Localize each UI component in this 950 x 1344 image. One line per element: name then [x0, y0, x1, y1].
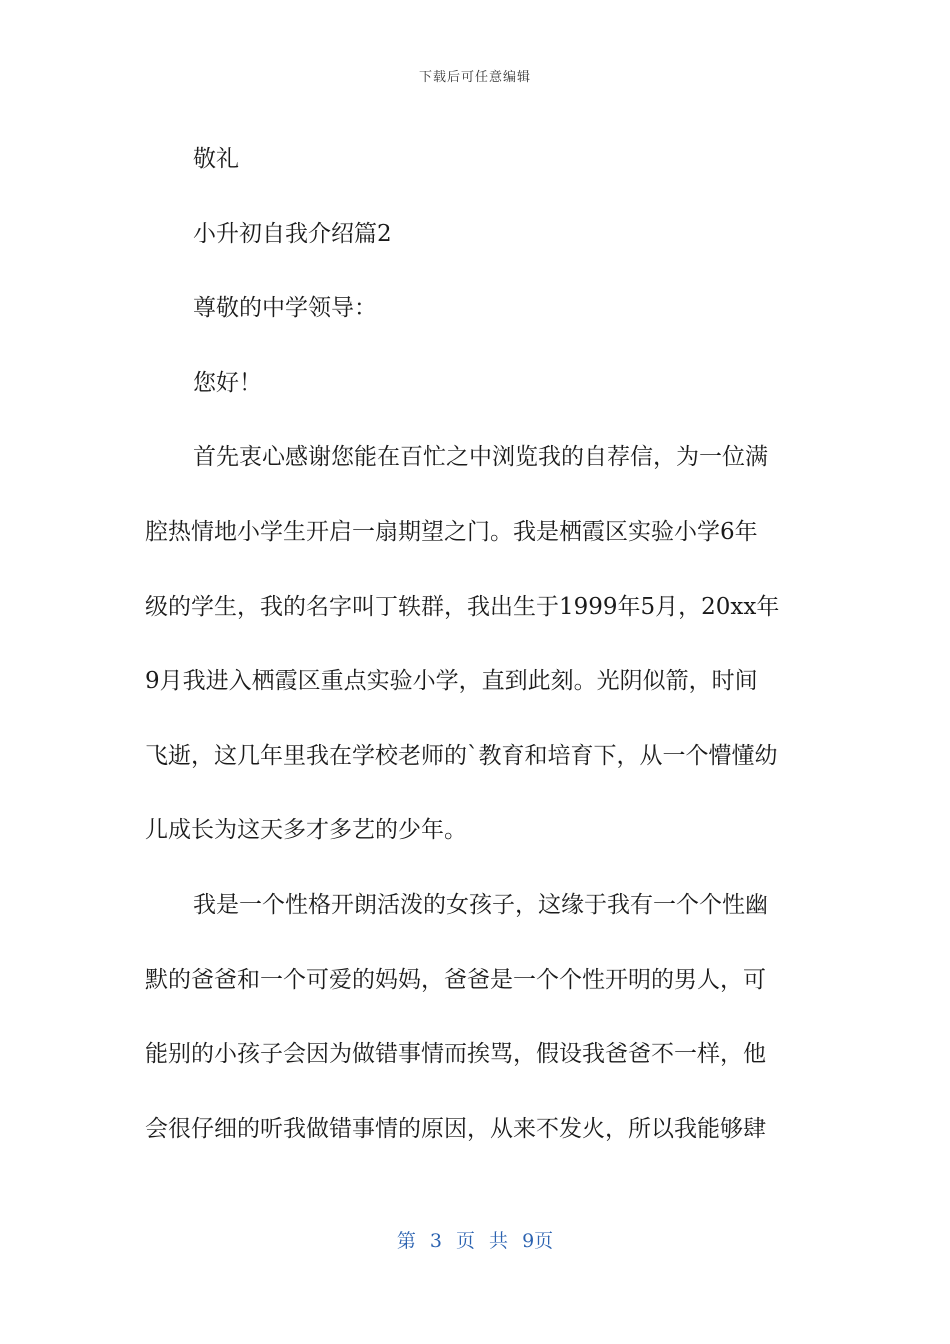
page-number-footer: 第 3 页 共 9页	[396, 1230, 554, 1252]
paragraph-line: 级的学生，我的名字叫丁轶群，我出生于1999年5月，20xx年	[145, 593, 780, 620]
paragraph-line: 首先衷心感谢您能在百忙之中浏览我的自荐信，为一位满	[193, 444, 768, 471]
paragraph-line: 会很仔细的听我做错事情的原因，从来不发火，所以我能够肆	[145, 1115, 766, 1142]
paragraph-line: 9月我进入栖霞区重点实验小学，直到此刻。光阴似箭，时间	[145, 668, 758, 695]
greeting: 您好！	[193, 369, 262, 396]
paragraph-line: 能别的小孩子会因为做错事情而挨骂，假设我爸爸不一样，他	[145, 1041, 766, 1068]
paragraph-line: 儿成长为这天多才多艺的少年。	[145, 817, 467, 844]
paragraph-2	[145, 868, 805, 1166]
paragraph-line: 飞逝，这几年里我在学校老师的`教育和培育下，从一个懵懂幼	[145, 742, 778, 769]
paragraph-line: 腔热情地小学生开启一扇期望之门。我是栖霞区实验小学6年	[145, 518, 758, 545]
paragraph-line: 默的爸爸和一个可爱的妈妈，爸爸是一个个性开明的男人，可	[145, 966, 766, 993]
section-title: 小升初自我介绍篇2	[193, 220, 392, 247]
closing-text: 敬礼	[193, 146, 239, 172]
document-body	[145, 122, 805, 1166]
paragraph-1	[145, 420, 805, 868]
paragraph-line: 我是一个性格开朗活泼的女孩子，这缘于我有一个个性幽	[193, 891, 768, 918]
salutation: 尊敬的中学领导：	[193, 295, 377, 322]
page-header: 下载后可任意编辑	[418, 70, 531, 85]
